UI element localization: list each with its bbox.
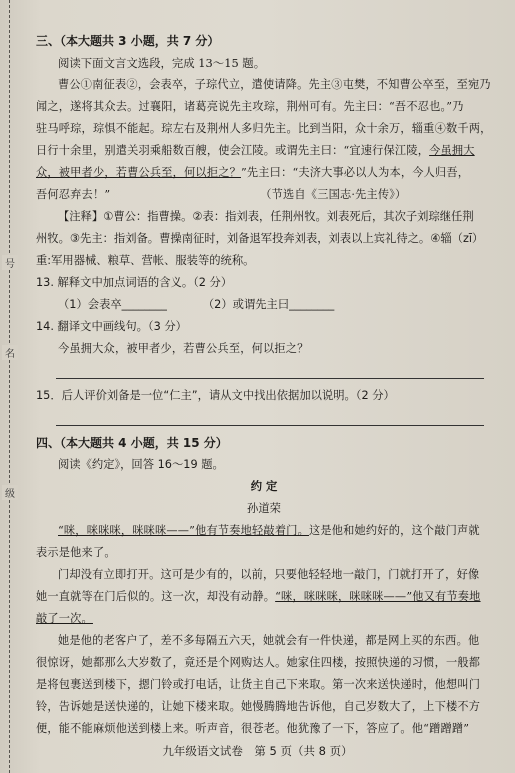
passage-line: 驻马呼琮，琮惧不能起。琮左右及荆州人多归先主。比到当阳，众十余万，辎重④数千两， [36, 122, 492, 135]
passage-line: 日行十余里，别遣关羽乘船数百艘，使会江陵。或谓先主曰：“宜速行保江陵，今虽拥大 [36, 144, 475, 157]
story-line: 表示是他来了。 [36, 546, 116, 559]
notes-line: 州牧。③先主：指刘备。曹操南征时，刘备退军投奔刘表，刘表以上宾礼待之。④辎（zī） [36, 232, 484, 245]
underlined-sentence: 敲了一次。 [36, 612, 93, 625]
question-14-sentence: 今虽拥大众，被甲者少，若曹公兵至，何以拒之？ [58, 342, 309, 355]
story-line: 铃，告诉她是送快递的，让她下楼来取。她慢腾腾地告诉他，自己岁数大了，上下楼不方 [36, 700, 481, 713]
question-14: 14. 翻译文中画线句。（3 分） [36, 320, 187, 333]
notes-line: 重:军用器械、粮草、营帐、服装等的统称。 [36, 254, 255, 267]
section4-heading: 四、（本大题共 4 小题，共 15 分） [36, 436, 228, 450]
section3-heading: 三、（本大题共 3 小题，共 7 分） [36, 34, 220, 48]
story-line: 便，能不能麻烦他送到楼上来。听声音，很苍老。他犹豫了一下，答应了。他“蹭蹭蹭” [36, 722, 470, 735]
answer-line[interactable] [56, 360, 484, 379]
story-line [36, 608, 492, 630]
underlined-sentence: 众，被甲者少，若曹公兵至，何以拒之？ [36, 166, 241, 179]
underlined-sentence: “咪，咪咪咪，咪咪咪——”他有节奏地轻敲着门。 [58, 524, 309, 537]
question-15: 15．后人评价刘备是一位“仁主”，请从文中找出依据加以说明。（2 分） [36, 389, 395, 402]
story-line: 是将包裹送到楼下，摁门铃或打电话，让货主自己下来取。第一次来送快递时，他想叫门 [36, 678, 481, 691]
story-author: 孙道荣 [247, 502, 281, 515]
margin-label-name: 名 [2, 345, 18, 360]
story-title: 约 定 [250, 480, 278, 493]
margin-label-number: 号 [2, 255, 18, 270]
binding-line [9, 0, 11, 773]
page-footer: 九年级语文试卷 第 5 页（共 8 页） [162, 744, 353, 758]
question-13-parts [36, 294, 492, 316]
passage-line: 吾何忍弃去！” （节选自《三国志·先主传》） [36, 188, 407, 201]
story-line: 门却没有立即打开。这可是少有的，以前，只要他轻轻地一敲门，门就打开了，好像 [58, 568, 480, 581]
story-line: 她一直就等在门后似的。这一次，却没有动静。“咪，咪咪咪，咪咪咪——”他又有节奏地 [36, 590, 481, 603]
margin-label-class: 级 [2, 485, 18, 500]
story-line: “咪，咪咪咪，咪咪咪——”他有节奏地轻敲着门。这是他和她约好的，这个敲门声就 [58, 524, 480, 537]
passage-line: 众，被甲者少，若曹公兵至，何以拒之？”先主曰：“夫济大事必以人为本，今人归吾， [36, 166, 470, 179]
exam-content [36, 30, 492, 740]
q13-part-b[interactable]: （2）或谓先主曰________ [202, 298, 335, 311]
story-line: 她是他的老客户了，差不多每隔五六天，她就会有一件快递，都是网上买的东西。他 [58, 634, 480, 647]
section4-intro: 阅读《约定》，回答 16～19 题。 [58, 458, 224, 471]
passage-line: 闻之，遂将其众去。过襄阳，诸葛亮说先主攻琮，荆州可有。先主曰：“吾不忍也。”乃 [36, 100, 464, 113]
story-line: 很惊讶，她都那么大岁数了，竟还是个网购达人。她家住四楼，按照快递的习惯，一般都 [36, 656, 481, 669]
q13-part-a[interactable]: （1）会表卒________ [58, 298, 167, 311]
section3-intro: 阅读下面文言文选段，完成 13～15 题。 [58, 56, 266, 70]
underlined-sentence: “咪，咪咪咪，咪咪咪——”他又有节奏地 [275, 590, 481, 603]
underlined-sentence: 今虽拥大 [429, 144, 475, 157]
passage-source: （节选自《三国志·先主传》） [260, 188, 407, 201]
passage-line: 曹公①南征表②，会表卒，子琮代立，遣使请降。先主③屯樊，不知曹公卒至，至宛乃 [58, 78, 491, 91]
answer-line[interactable] [56, 407, 484, 426]
question-13: 13. 解释文中加点词语的含义。（2 分） [36, 276, 233, 289]
notes-line: 【注释】①曹公：指曹操。②表：指刘表，任荆州牧。刘表死后，其次子刘琮继任荆 [58, 210, 474, 223]
